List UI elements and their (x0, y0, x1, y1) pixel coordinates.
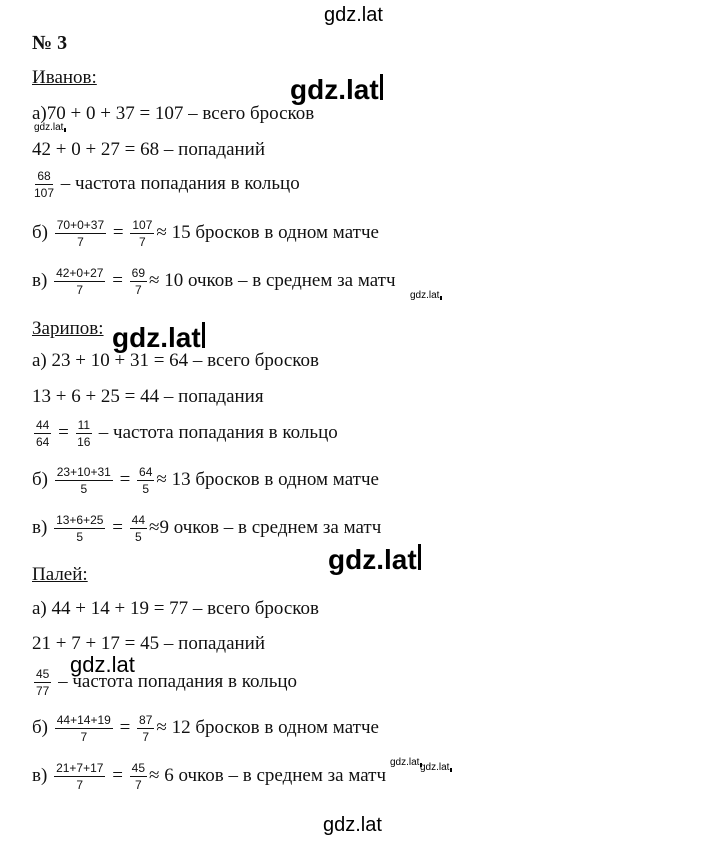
watermark-small: gdz.lat (390, 757, 422, 768)
zaripov-line-c: в) $\frac{13+6+25}{5}$ = $\frac{44}{5}$ ≈9 очков – в среднем за матч (32, 513, 382, 544)
ivanov-line-hits: 42 + 0 + 27 = 68 – попаданий (32, 139, 266, 160)
fraction: $\frac{11}{16}$ (77, 418, 91, 449)
fraction: $\frac{42+0+27}{7}$ (56, 266, 104, 297)
watermark-overlay: gdz.lat (328, 544, 421, 576)
ivanov-line-a: а)70 + 0 + 37 = 107 – всего бросков (32, 103, 315, 124)
watermark-overlay: gdz.lat (70, 652, 135, 677)
fraction: $\frac{23+10+31}{5}$ (56, 465, 111, 496)
fraction: $\frac{44}{64}$ (36, 418, 50, 449)
paley-line-hits: 21 + 7 + 17 = 45 – попаданий (32, 633, 266, 654)
zaripov-line-hits: 13 + 6 + 25 = 44 – попадания (32, 386, 264, 407)
fraction: $\frac{69}{7}$ (131, 266, 146, 297)
watermark-small: gdz.lat (420, 762, 452, 773)
ivanov-line-b: б) $\frac{70+0+37}{7}$ = $\frac{107}{7}$ ≈ 15 бросков в одном матче (32, 218, 379, 249)
fraction: $\frac{70+0+37}{7}$ (56, 218, 105, 249)
fraction: $\frac{87}{7}$ (139, 713, 153, 744)
problem-number: № 3 (32, 32, 68, 54)
fraction: $\frac{45}{7}$ (131, 761, 146, 792)
paley-line-b: б) $\frac{44+14+19}{7}$ = $\frac{87}{7}$ ≈ 12 бросков в одном матче (32, 713, 379, 744)
watermark-bottom: gdz.lat (323, 814, 382, 836)
ivanov-line-c: в) $\frac{42+0+27}{7}$ = $\frac{69}{7}$ ≈ 10 очков – в среднем за матч (32, 266, 396, 297)
fraction: $\frac{44+14+19}{7}$ (56, 713, 111, 744)
watermark-overlay: gdz.lat (112, 322, 205, 354)
watermark-top: gdz.lat (324, 4, 383, 26)
section-name-zaripov: Зарипов: (32, 318, 104, 339)
fraction: $\frac{21+7+17}{7}$ (56, 761, 104, 792)
zaripov-line-a: а) 23 + 10 + 31 = 64 – всего бросков (32, 350, 319, 371)
paley-line-c: в) $\frac{21+7+17}{7}$ = $\frac{45}{7}$ ≈ 6 очков – в среднем за матч (32, 761, 387, 792)
watermark-overlay: gdz.lat (290, 74, 383, 106)
section-name-paley: Палей: (32, 564, 88, 585)
ivanov-line-frequency: $\frac{68}{107}$ – частота попадания в кольцо (34, 169, 300, 200)
watermark-small: gdz.lat (34, 122, 66, 133)
watermark-small: gdz.lat (410, 290, 442, 301)
paley-line-frequency: $\frac{45}{77}$ – частота попадания в кольцо (36, 667, 298, 698)
zaripov-line-frequency: $\frac{44}{64}$ = $\frac{11}{16}$ – частота попадания в кольцо (36, 418, 338, 449)
fraction: $\frac{107}{7}$ (132, 218, 153, 249)
fraction: $\frac{44}{5}$ (131, 513, 146, 544)
paley-line-a: а) 44 + 14 + 19 = 77 – всего бросков (32, 598, 319, 619)
fraction: $\frac{45}{77}$ (36, 667, 50, 698)
fraction: $\frac{64}{5}$ (139, 465, 153, 496)
fraction: $\frac{13+6+25}{5}$ (56, 513, 104, 544)
section-name-ivanov: Иванов: (32, 67, 97, 88)
fraction: $\frac{68}{107}$ (34, 169, 55, 200)
zaripov-line-b: б) $\frac{23+10+31}{5}$ = $\frac{64}{5}$ ≈ 13 бросков в одном матче (32, 465, 379, 496)
